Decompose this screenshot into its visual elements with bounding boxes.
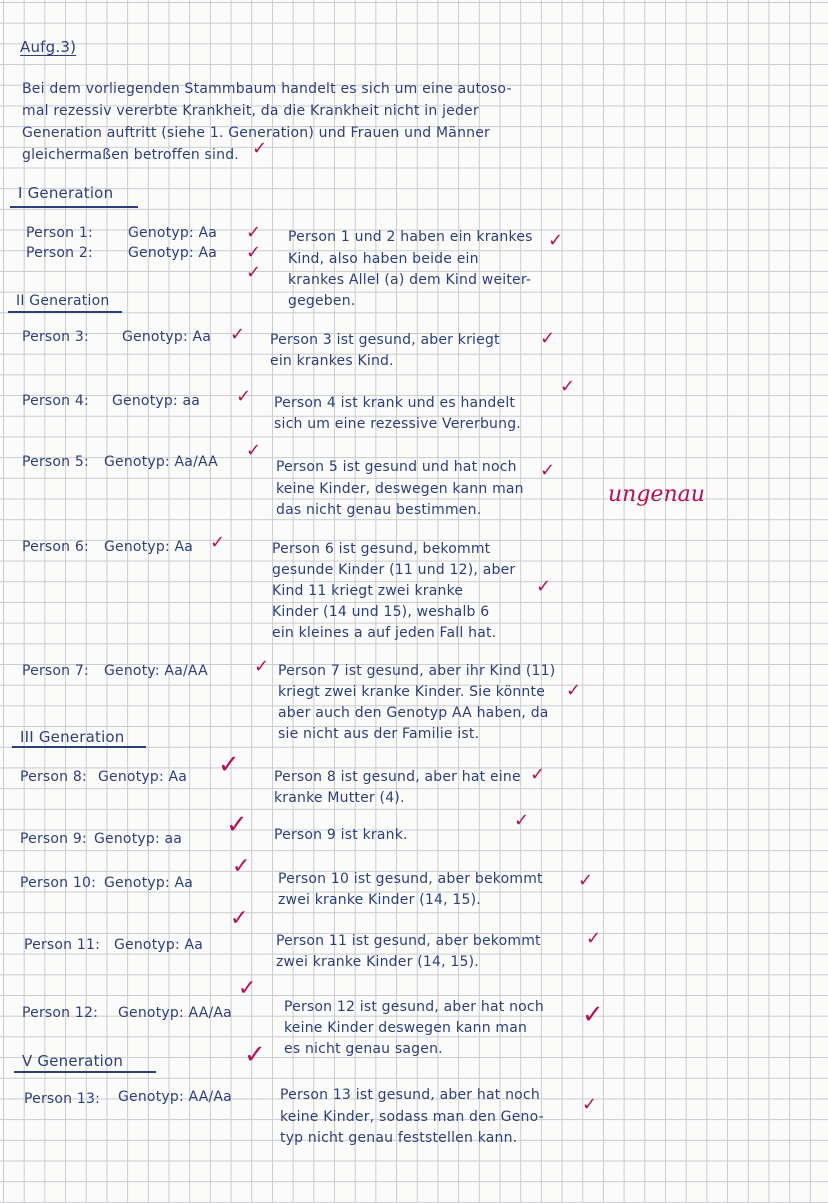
check-mark: ✓ xyxy=(582,1000,604,1030)
divider xyxy=(8,311,122,313)
person-label: Person 3: xyxy=(22,329,89,345)
explanation-line: typ nicht genau feststellen kann. xyxy=(280,1130,518,1146)
person-label: Person 7: xyxy=(22,663,89,679)
check-mark: ✓ xyxy=(548,230,564,251)
person-genotype: Genotyp: AA/Aa xyxy=(118,1005,232,1021)
explanation-line: Person 13 ist gesund, aber hat noch xyxy=(280,1087,540,1103)
explanation-line: ein kleines a auf jeden Fall hat. xyxy=(272,625,497,641)
person-label: Person 10: xyxy=(20,875,97,891)
check-mark: ✓ xyxy=(246,262,262,283)
divider xyxy=(10,206,138,208)
explanation-line: keine Kinder deswegen kann man xyxy=(284,1020,528,1036)
explanation-line: Kind 11 kriegt zwei kranke xyxy=(272,583,464,599)
generation-heading-5: V Generation xyxy=(22,1052,124,1070)
person-label: Person 9: xyxy=(20,831,87,847)
person-genotype: Genotyp: Aa xyxy=(128,245,218,261)
margin-note: ungenau xyxy=(608,482,705,507)
check-mark: ✓ xyxy=(232,854,251,879)
explanation-line: es nicht genau sagen. xyxy=(284,1041,443,1057)
check-mark: ✓ xyxy=(540,328,556,349)
check-mark: ✓ xyxy=(514,810,530,831)
check-mark: ✓ xyxy=(236,386,252,407)
intro-line: gleichermaßen betroffen sind. xyxy=(22,147,239,163)
explanation-line: Person 12 ist gesund, aber hat noch xyxy=(284,999,544,1015)
person-genotype: Genotyp: AA/Aa xyxy=(118,1089,232,1105)
check-mark: ✓ xyxy=(230,324,246,345)
explanation-line: zwei kranke Kinder (14, 15). xyxy=(278,892,481,908)
check-mark: ✓ xyxy=(536,576,552,597)
explanation-line: Person 5 ist gesund und hat noch xyxy=(276,459,517,475)
person-label: Person 5: xyxy=(22,454,89,470)
check-mark: ✓ xyxy=(246,242,262,263)
check-mark: ✓ xyxy=(210,532,226,553)
check-mark: ✓ xyxy=(246,222,262,243)
check-mark: ✓ xyxy=(578,870,594,891)
person-genotype: Genotyp: aa xyxy=(94,831,183,847)
intro-line: Bei dem vorliegenden Stammbaum handelt es sich um eine autoso- xyxy=(22,81,512,97)
check-mark: ✓ xyxy=(586,928,602,949)
check-mark: ✓ xyxy=(226,810,248,840)
page-title: Aufg.3) xyxy=(20,38,77,56)
explanation-line: das nicht genau bestimmen. xyxy=(276,502,482,518)
person-genotype: Genotyp: Aa xyxy=(128,225,218,241)
check-mark: ✓ xyxy=(566,680,582,701)
person-genotype: Genotyp: Aa xyxy=(98,769,188,785)
explanation-line: Person 3 ist gesund, aber kriegt xyxy=(270,332,500,348)
explanation-line: Person 8 ist gesund, aber hat eine xyxy=(274,769,521,785)
explanation-line: Person 9 ist krank. xyxy=(274,827,408,843)
person-label: Person 12: xyxy=(22,1005,99,1021)
explanation-line: Person 4 ist krank und es handelt xyxy=(274,395,516,411)
check-mark: ✓ xyxy=(582,1094,598,1115)
check-mark: ✓ xyxy=(244,1040,266,1070)
check-mark: ✓ xyxy=(530,764,546,785)
person-genotype: Genotyp: Aa xyxy=(122,329,212,345)
generation-heading-1: I Generation xyxy=(18,184,114,202)
generation-heading-2: II Generation xyxy=(16,293,110,309)
person-label: Person 2: xyxy=(26,245,93,261)
check-mark: ✓ xyxy=(252,138,268,159)
person-genotype: Genotyp: Aa/AA xyxy=(104,454,218,470)
person-label: Person 4: xyxy=(22,393,89,409)
check-mark: ✓ xyxy=(254,656,270,677)
person-label: Person 11: xyxy=(24,937,101,953)
person-label: Person 6: xyxy=(22,539,89,555)
check-mark: ✓ xyxy=(230,906,249,931)
check-mark: ✓ xyxy=(560,376,576,397)
person-genotype: Genotyp: Aa xyxy=(104,539,194,555)
divider xyxy=(14,1071,156,1073)
check-mark: ✓ xyxy=(218,750,240,780)
explanation-line: Kinder (14 und 15), weshalb 6 xyxy=(272,604,490,620)
explanation-line: gegeben. xyxy=(288,293,356,309)
explanation-line: Person 10 ist gesund, aber bekommt xyxy=(278,871,543,887)
explanation-line: Person 1 und 2 haben ein krankes xyxy=(288,229,533,245)
person-label: Person 13: xyxy=(24,1091,101,1107)
explanation-line: zwei kranke Kinder (14, 15). xyxy=(276,954,479,970)
intro-line: mal rezessiv vererbte Krankheit, da die Krankheit nicht in jeder xyxy=(22,103,479,119)
explanation-line: ein krankes Kind. xyxy=(270,353,394,369)
intro-line: Generation auftritt (siehe 1. Generation) und Frauen und Männer xyxy=(22,125,490,141)
check-mark: ✓ xyxy=(246,440,262,461)
explanation-line: gesunde Kinder (11 und 12), aber xyxy=(272,562,516,578)
person-label: Person 8: xyxy=(20,769,87,785)
person-genotype: Genotyp: Aa xyxy=(104,875,194,891)
explanation-line: Kind, also haben beide ein xyxy=(288,251,479,267)
explanation-line: kranke Mutter (4). xyxy=(274,790,405,806)
explanation-line: keine Kinder, sodass man den Geno- xyxy=(280,1109,544,1125)
generation-heading-3: III Generation xyxy=(20,728,125,746)
explanation-line: sie nicht aus der Familie ist. xyxy=(278,726,480,742)
check-mark: ✓ xyxy=(238,976,257,1001)
person-genotype: Genotyp: Aa xyxy=(114,937,204,953)
divider xyxy=(12,746,146,748)
explanation-line: kriegt zwei kranke Kinder. Sie könnte xyxy=(278,684,546,700)
explanation-line: keine Kinder, deswegen kann man xyxy=(276,481,524,497)
explanation-line: Person 11 ist gesund, aber bekommt xyxy=(276,933,541,949)
person-genotype: Genotyp: aa xyxy=(112,393,201,409)
explanation-line: Person 6 ist gesund, bekommt xyxy=(272,541,491,557)
explanation-line: aber auch den Genotyp AA haben, da xyxy=(278,705,549,721)
check-mark: ✓ xyxy=(540,460,556,481)
explanation-line: Person 7 ist gesund, aber ihr Kind (11) xyxy=(278,663,556,679)
explanation-line: krankes Allel (a) dem Kind weiter- xyxy=(288,272,532,288)
explanation-line: sich um eine rezessive Vererbung. xyxy=(274,416,521,432)
person-label: Person 1: xyxy=(26,225,93,241)
person-genotype: Genoty: Aa/AA xyxy=(104,663,208,679)
